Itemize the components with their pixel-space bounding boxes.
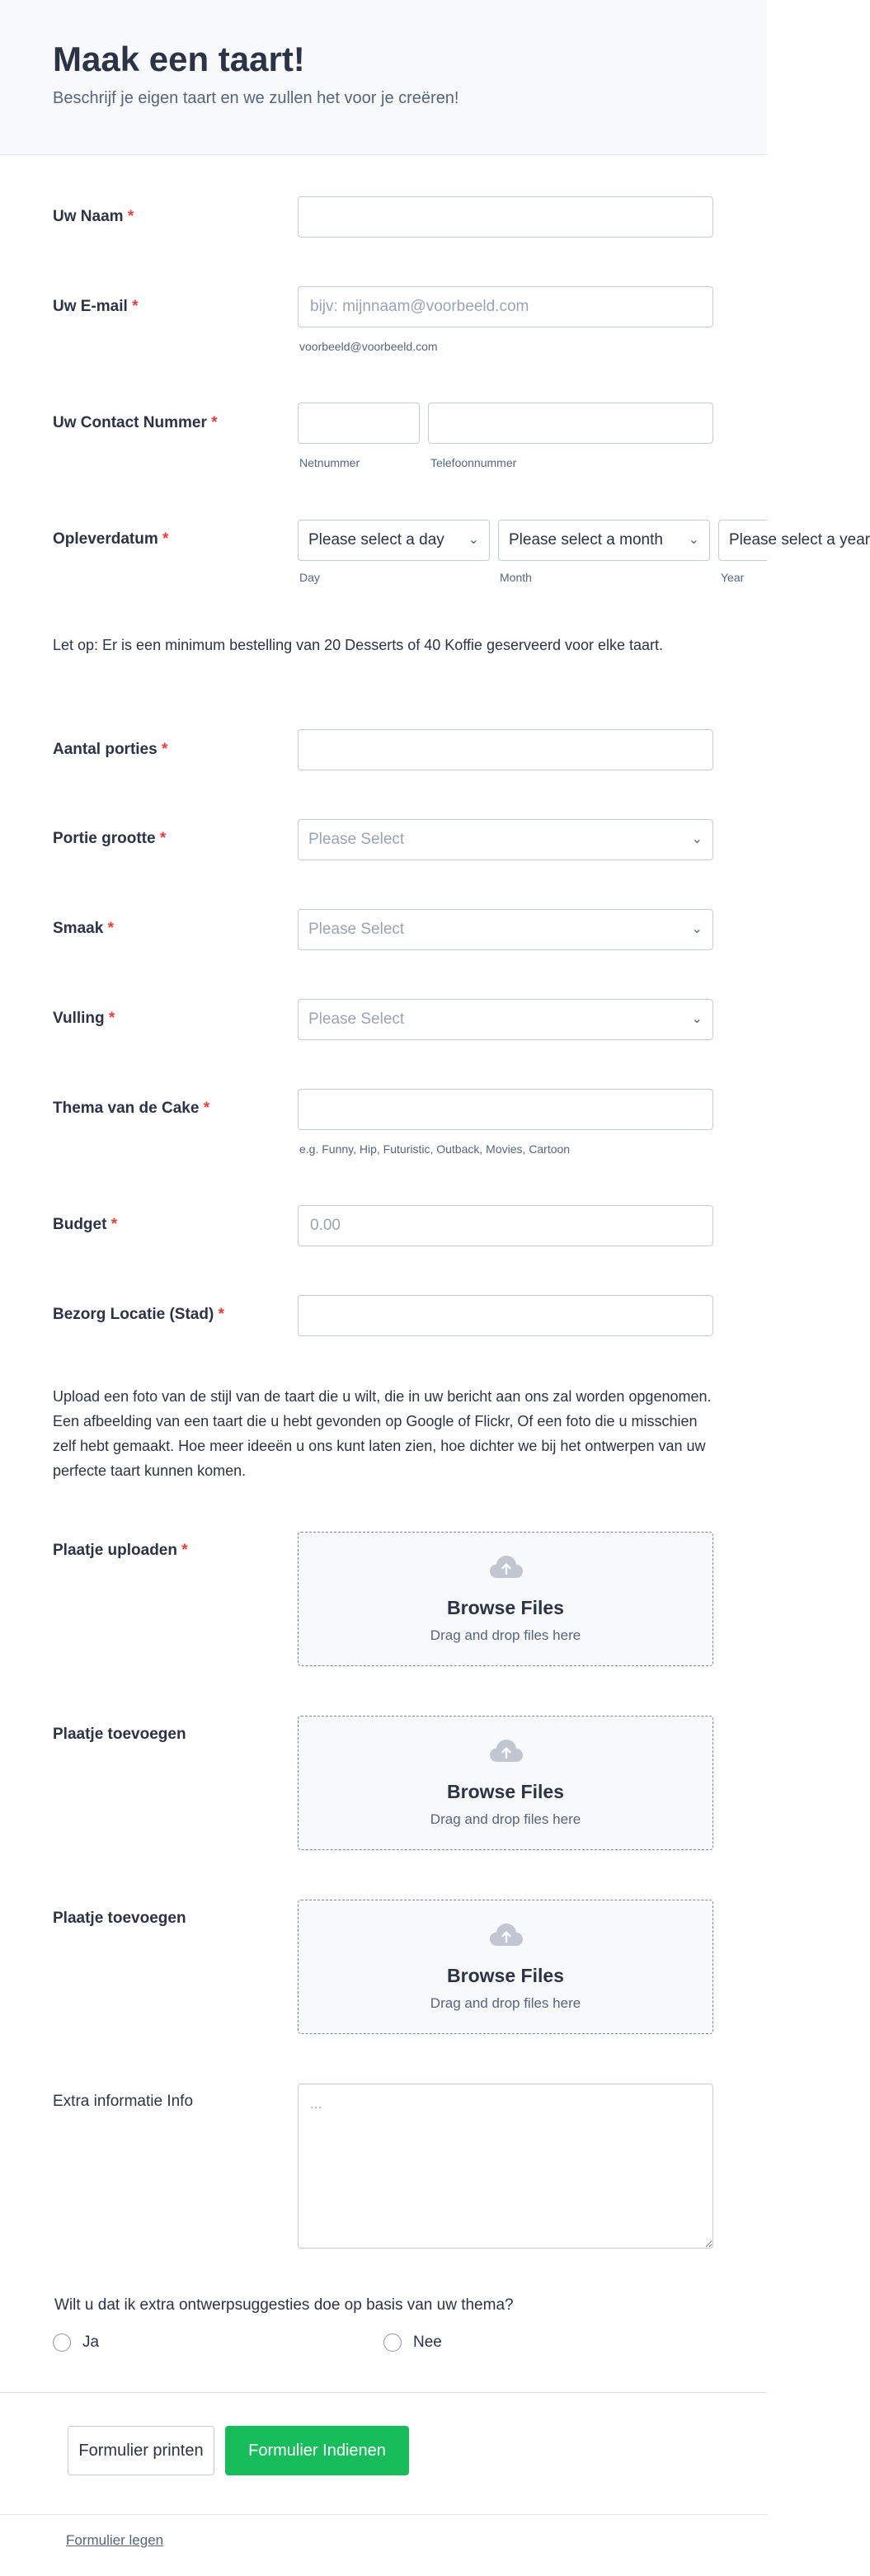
- phone-label: [53, 414, 218, 432]
- location-label: [53, 1306, 224, 1324]
- day-select[interactable]: [298, 520, 490, 561]
- day-sublabel: Day: [299, 571, 320, 584]
- name-label-text: Uw Naam: [53, 208, 124, 225]
- chevron-down-icon: ⌄: [468, 533, 479, 547]
- required-mark: *: [161, 741, 168, 758]
- divider: [0, 2392, 767, 2393]
- filling-label-text: Vulling: [53, 1010, 105, 1027]
- required-mark: *: [132, 298, 139, 315]
- month-select[interactable]: [498, 520, 710, 561]
- upload2-label-text: Plaatje toevoegen: [53, 1726, 186, 1743]
- upload2-label: [53, 1726, 186, 1744]
- page-subtitle: Beschrijf je eigen taart en we zullen het voor je creëren!: [53, 89, 459, 107]
- delivery-date-label-text: Opleverdatum: [53, 530, 158, 548]
- year-select-value: Please select a year: [729, 531, 870, 549]
- required-mark: *: [107, 920, 114, 937]
- flavor-label-text: Smaak: [53, 920, 104, 937]
- drag-drop-text: Drag and drop files here: [430, 1995, 581, 2011]
- required-mark: *: [111, 1216, 118, 1233]
- upload3-label: [53, 1910, 186, 1928]
- browse-files-text: Browse Files: [447, 1597, 564, 1618]
- month-sublabel: Month: [500, 571, 532, 584]
- submit-form-button[interactable]: Formulier Indienen: [225, 2426, 409, 2475]
- radio-no-label: Nee: [413, 2333, 442, 2351]
- portions-label-text: Aantal porties: [53, 741, 158, 758]
- chevron-down-icon: ⌄: [688, 533, 699, 547]
- print-form-button[interactable]: Formulier printen: [68, 2426, 214, 2475]
- area-code-input[interactable]: [298, 403, 420, 444]
- budget-label: [53, 1216, 117, 1234]
- upload2-dropzone[interactable]: [298, 1716, 713, 1850]
- portion-size-select-value: Please Select: [308, 831, 405, 848]
- upload3-label-text: Plaatje toevoegen: [53, 1910, 186, 1927]
- area-code-sublabel: Netnummer: [299, 456, 360, 469]
- radio-yes[interactable]: [53, 2333, 99, 2352]
- form-header: [0, 0, 767, 155]
- required-mark: *: [108, 1010, 115, 1027]
- filling-select-value: Please Select: [308, 1010, 405, 1028]
- email-input[interactable]: [298, 286, 713, 327]
- browse-files-text: Browse Files: [447, 1781, 564, 1802]
- budget-label-text: Budget: [53, 1216, 107, 1233]
- clear-form-link[interactable]: Formulier legen: [66, 2532, 164, 2548]
- required-mark: *: [211, 414, 218, 431]
- month-select-value: Please select a month: [509, 531, 663, 549]
- filling-select[interactable]: [298, 999, 713, 1040]
- upload1-label: [53, 1542, 188, 1560]
- required-mark: *: [159, 830, 167, 847]
- required-mark: *: [218, 1306, 224, 1323]
- theme-input[interactable]: [298, 1089, 713, 1130]
- theme-sublabel: e.g. Funny, Hip, Futuristic, Outback, Movies, Cartoon: [299, 1142, 571, 1156]
- required-mark: *: [203, 1100, 210, 1117]
- email-sublabel: voorbeeld@voorbeeld.com: [299, 340, 438, 353]
- chevron-down-icon: ⌄: [691, 1012, 703, 1026]
- upload1-label-text: Plaatje uploaden: [53, 1542, 177, 1559]
- upload3-dropzone[interactable]: [298, 1900, 713, 2034]
- suggestions-question: Wilt u dat ik extra ontwerpsuggesties doe op basis van uw thema?: [54, 2296, 514, 2314]
- portion-size-label: [53, 830, 166, 848]
- flavor-select[interactable]: [298, 909, 713, 950]
- radio-circle[interactable]: [383, 2333, 402, 2352]
- phone-number-sublabel: Telefoonnummer: [430, 456, 517, 469]
- chevron-down-icon: ⌄: [691, 832, 703, 846]
- upload-note: Upload een foto van de stijl van de taart die u wilt, die in uw bericht aan ons zal worden opgenomen. Een afbeelding van een taart die u hebt gevonden op Google of Flickr, Of een foto die u misschien zelf hebt gemaakt. Hoe meer ideeën u ons kunt laten zien, hoe dichter we bij het ontwerpen van uw perfecte taart kunnen komen.: [53, 1388, 712, 1479]
- phone-label-text: Uw Contact Nummer: [53, 414, 207, 431]
- extra-info-textarea[interactable]: [298, 2084, 713, 2249]
- cloud-upload-icon: [489, 1738, 524, 1763]
- day-select-value: Please select a day: [308, 531, 444, 549]
- portions-input[interactable]: [298, 729, 713, 770]
- delivery-date-label: [53, 530, 168, 549]
- chevron-down-icon: ⌄: [691, 922, 703, 936]
- year-select[interactable]: [718, 520, 870, 561]
- radio-no[interactable]: [383, 2333, 442, 2352]
- name-input[interactable]: [298, 196, 713, 238]
- email-label-text: Uw E-mail: [53, 298, 128, 315]
- drag-drop-text: Drag and drop files here: [430, 1811, 581, 1827]
- divider: [0, 2514, 767, 2515]
- cloud-upload-icon: [489, 1922, 524, 1947]
- cloud-upload-icon: [489, 1554, 524, 1579]
- required-mark: *: [181, 1542, 188, 1559]
- portions-label: [53, 741, 167, 759]
- year-sublabel: Year: [721, 571, 745, 584]
- required-mark: *: [162, 530, 169, 548]
- browse-files-text: Browse Files: [447, 1965, 564, 1986]
- filling-label: [53, 1010, 115, 1028]
- flavor-select-value: Please Select: [308, 921, 405, 938]
- minimum-order-note: Let op: Er is een minimum bestelling van 20 Desserts of 40 Koffie geserveerd voor elke taart.: [53, 637, 664, 653]
- location-input[interactable]: [298, 1295, 713, 1336]
- theme-label: [53, 1100, 209, 1118]
- page-title: Maak een taart!: [53, 40, 305, 78]
- name-label: [53, 208, 134, 226]
- upload1-dropzone[interactable]: [298, 1532, 713, 1666]
- radio-yes-label: Ja: [82, 2333, 100, 2351]
- portion-size-select[interactable]: [298, 819, 713, 860]
- location-label-text: Bezorg Locatie (Stad): [53, 1306, 214, 1323]
- theme-label-text: Thema van de Cake: [53, 1100, 200, 1117]
- flavor-label: [53, 920, 114, 938]
- portion-size-label-text: Portie grootte: [53, 830, 156, 847]
- drag-drop-text: Drag and drop files here: [430, 1627, 581, 1643]
- extra-info-label: Extra informatie Info: [53, 2093, 194, 2110]
- budget-input[interactable]: [298, 1205, 713, 1246]
- radio-circle[interactable]: [53, 2333, 71, 2352]
- email-label: [53, 298, 139, 316]
- required-mark: *: [127, 208, 134, 225]
- phone-number-input[interactable]: [428, 403, 713, 444]
